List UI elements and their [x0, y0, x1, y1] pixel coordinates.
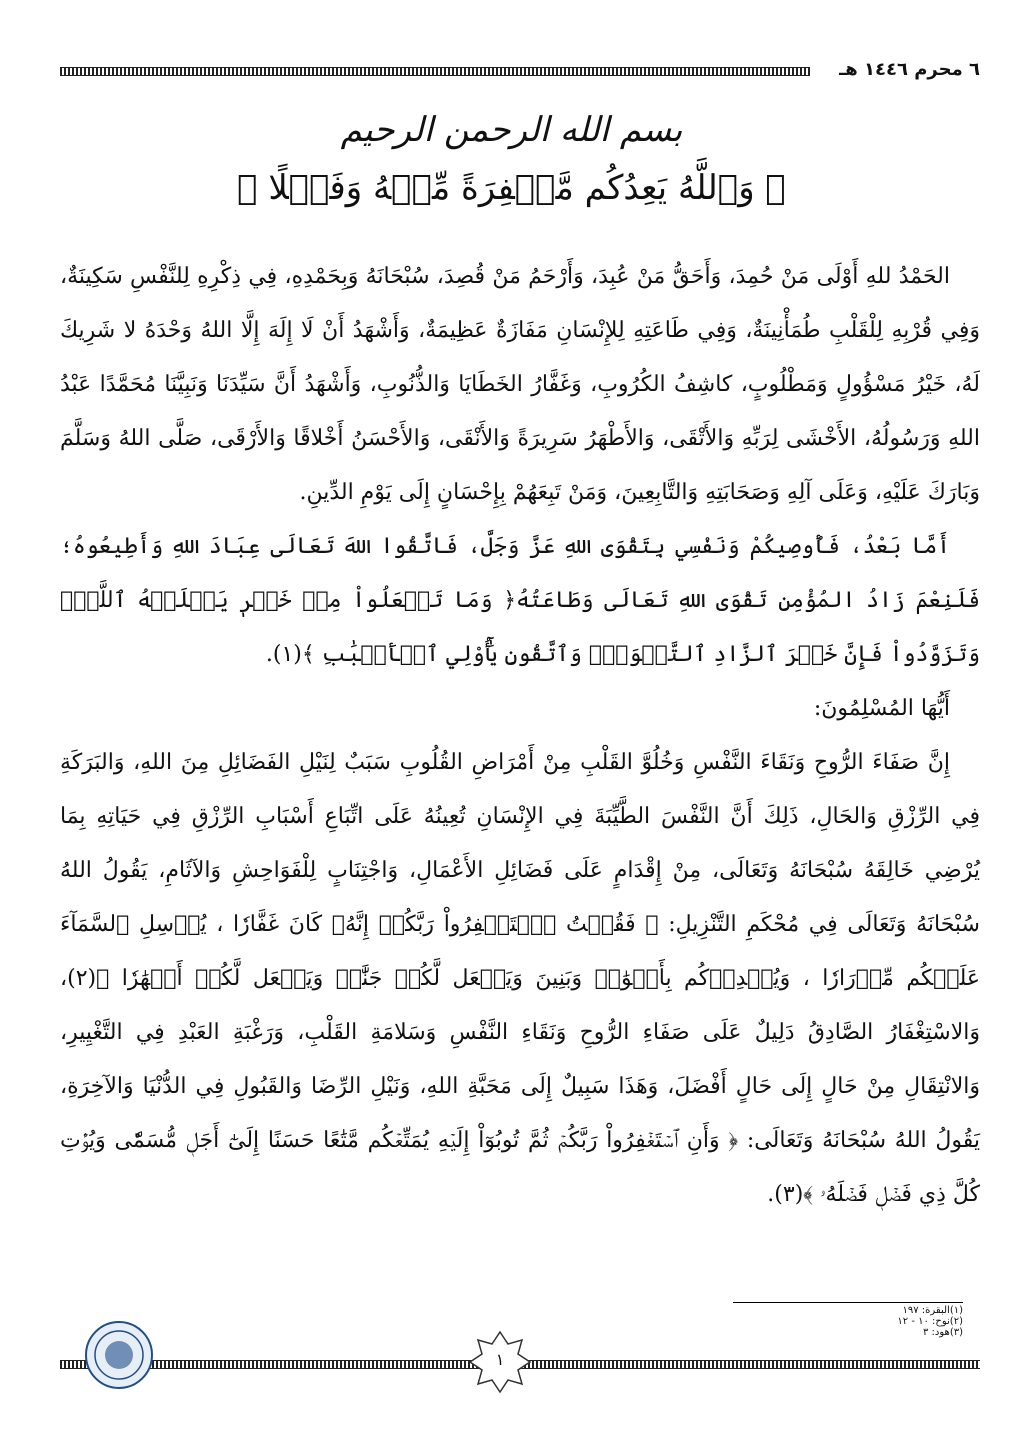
basmala: بسم الله الرحمن الرحيم [340, 110, 683, 150]
ministry-seal-icon [84, 1320, 154, 1390]
paragraph-exhortation: أَمَّا بَعْدُ، فَأُوصِيكُمْ وَنَفْسِي بِتَقْوَى اللهِ عَزَّ وَجَلَّ، فَاتَّقُوا اللهَ تَعَالَى عِبَادَ اللهِ وَأَطِيعُوهُ؛ فَلَنِعْمَ زَادُ المُؤْمِنِ تَقْوَى اللهِ تَعَالَى وَطَاعَتُهُ﴿ وَمَا تَفۡعَلُواْ مِنۡ خَيۡرٖ يَعۡلَمۡهُ ٱللَّهُۗ وَتَزَوَّدُواْ فَإِنَّ خَيۡرَ ٱلزَّادِ ٱلتَّقۡوَىٰۖ وَٱتَّقُونِ يَٰٓأُوْلِي ٱلۡأَلۡبَٰبِ ﴾(١). [60, 534, 980, 667]
paragraph-main: إِنَّ صَفَاءَ الرُّوحِ وَنَقَاءَ النَّفْسِ وَخُلُوَّ القَلْبِ مِنْ أَمْرَاضِ القُلُوبِ سَبَبٌ لِنَيْلِ الفَضَائِلِ مِنَ اللهِ، وَالبَرَكَةِ فِي الرِّزْقِ وَالحَالِ، ذَلِكَ أَنَّ النَّفْسَ الطَّيِّبَةَ فِي الإِنْسَانِ تُعِينُهُ عَلَى اتِّبَاعِ أَسْبَابِ الرِّزْقِ فِي حَيَاتِهِ بِمَا يُرْضِي خَالِقَهُ سُبْحَانَهُ وَتَعَالَى، مِنْ إِقْدَامٍ عَلَى فَضَائِلِ الأَعْمَالِ، وَاجْتِنَابٍ لِلْفَوَاحِشِ وَالآثَامِ، يَقُولُ اللهُ سُبْحَانَهُ وَتَعَالَى فِي مُحْكَمِ التَّنْزِيلِ: ﴿ فَقُلۡتُ ٱسۡتَغۡفِرُواْ رَبَّكُمۡ إِنَّهُۥ كَانَ غَفَّارٗا ، يُرۡسِلِ ٱلسَّمَآءَ عَلَيۡكُم مِّدۡرَارٗا ، وَيُمۡدِدۡكُم بِأَمۡوَٰلٖ وَبَنِينَ وَيَجۡعَل لَّكُمۡ جَنَّٰتٖ وَيَجۡعَل لَّكُمۡ أَنۡهَٰرٗا ﴾(٢)، وَالاسْتِغْفَارُ الصَّادِقُ دَلِيلٌ عَلَى صَفَاءِ الرُّوحِ وَنَقَاءِ النَّفْسِ وَسَلامَةِ القَلْبِ، وَرَغْبَةِ العَبْدِ فِي التَّغْيِيرِ، وَالانْتِقَالِ مِنْ حَالٍ إِلَى حَالٍ أَفْضَلَ، وَهَذَا سَبِيلٌ إِلَى مَحَبَّةِ اللهِ، وَنَيْلِ الرِّضَا وَالقَبُولِ فِي الدُّنْيَا وَالآخِرَةِ، يَقُولُ اللهُ سُبْحَانَهُ وَتَعَالَى: ﴿ وَأَنِ ٱسۡتَغۡفِرُواْ رَبَّكُمۡ ثُمَّ تُوبُوٓاْ إِلَيۡهِ يُمَتِّعۡكُم مَّتَٰعًا حَسَنًا إِلَىٰٓ أَجَلٖ مُّسَمّٗى وَيُؤۡتِ كُلَّ ذِي فَضۡلٖ فَضۡلَهُۥ ﴾(٣). [60, 750, 980, 1207]
page-header [60, 58, 980, 82]
footnote-rule [733, 1302, 963, 1303]
page-number: ١ [495, 1350, 505, 1369]
title-verse: ﴿ وَٱللَّهُ يَعِدُكُم مَّغۡفِرَةً مِّنۡهُ وَفَضۡلًا ﴾ [237, 168, 786, 208]
header-date: ٦ محرم ١٤٤٦ هـ [833, 58, 980, 82]
footnote-1: (١)البقرة: ١٩٧ [902, 1305, 963, 1316]
footnote-2: (٢)نوح: ١٠ - ١٢ [897, 1316, 963, 1327]
header-ornament-rule [60, 67, 810, 76]
paragraph-address: أَيُّهَا المُسْلِمُونَ: [813, 696, 950, 721]
paragraph-opening: الحَمْدُ للهِ أَوْلَى مَنْ حُمِدَ، وَأَحَقُّ مَنْ عُبِدَ، وَأَرْحَمُ مَنْ قُصِدَ، سُبْحَانَهُ وَبِحَمْدِهِ، فِي ذِكْرِهِ لِلنَّفْسِ سَكِينَةٌ، وَفِي قُرْبِهِ لِلْقَلْبِ طُمَأْنِينَةٌ، وَفِي طَاعَتِهِ لِلإِنْسَانِ مَفَازَةٌ عَظِيمَةٌ، وَأَشْهَدُ أَنْ لَا إِلَهَ إِلَّا اللهُ وَحْدَهُ لا شَرِيكَ لَهُ، خَيْرُ مَسْؤُولٍ وَمَطْلُوبٍ، كاشِفُ الكُرُوبِ، وَغَفَّارُ الخَطَايَا وَالذُّنُوبِ، وَأَشْهَدُ أَنَّ سَيِّدَنَا وَنَبِيَّنَا مُحَمَّدًا عَبْدُ اللهِ وَرَسُولُهُ، الأَخْشَى لِرَبِّهِ وَالأَتْقَى، وَالأَطْهَرُ سَرِيرَةً وَالأَنْقَى، وَالأَحْسَنُ أَخْلاقًا وَالأَرْقَى، صَلَّى اللهُ وَسَلَّمَ وَبَارَكَ عَلَيْهِ، وَعَلَى آلِهِ وَصَحَابَتِهِ وَالتَّابِعِينَ، وَمَنْ تَبِعَهُمْ بِإِحْسَانٍ إِلَى يَوْمِ الدِّينِ. [60, 264, 980, 505]
footnote-3: (٣)هود: ٣ [923, 1327, 963, 1338]
sermon-body [60, 250, 980, 1222]
footnotes [763, 1305, 963, 1338]
